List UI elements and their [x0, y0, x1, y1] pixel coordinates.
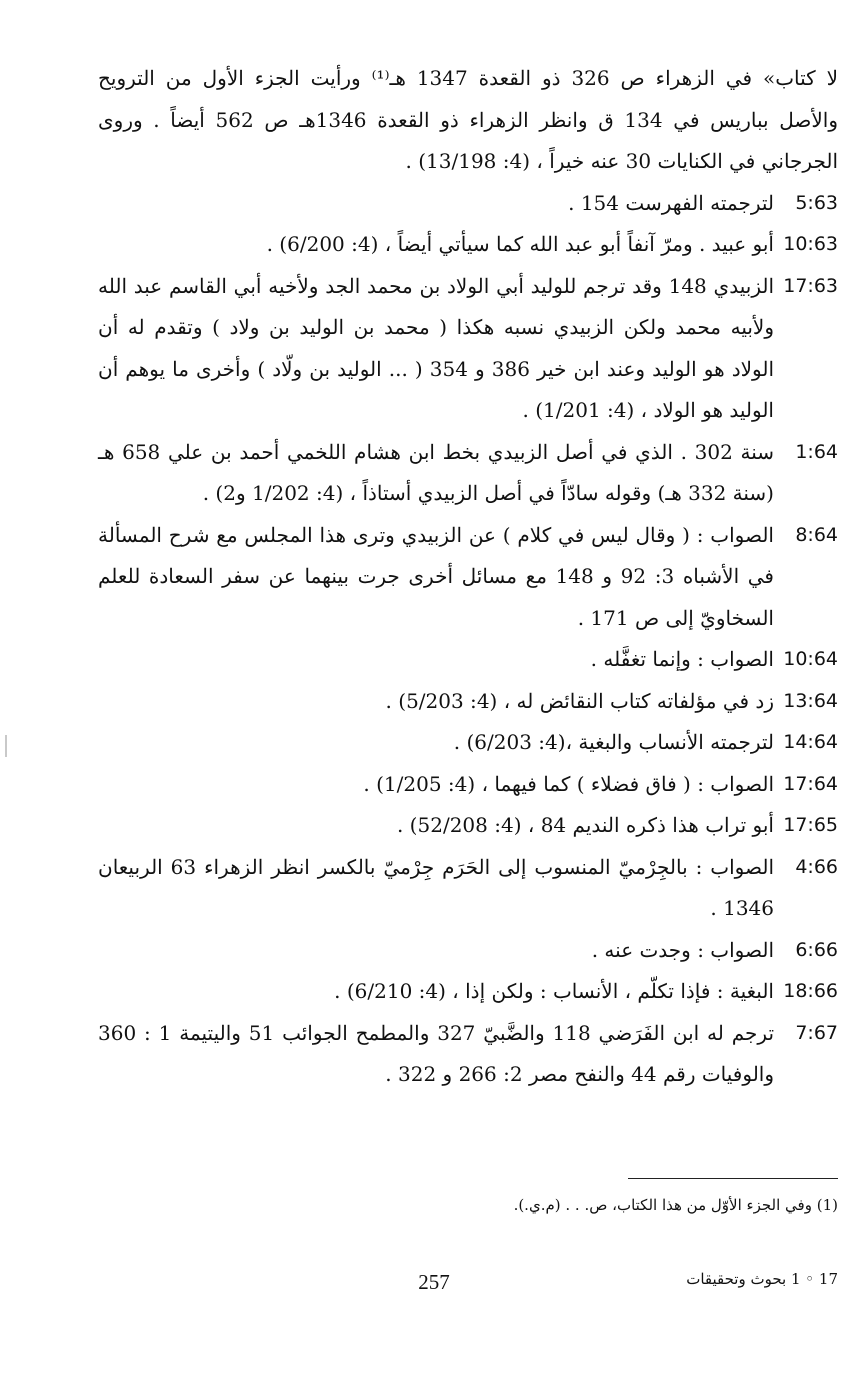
entry-row	[98, 224, 838, 266]
printer-signature: 17 ◦ 1 بحوث وتحقيقات	[686, 1270, 838, 1288]
entry-row	[98, 971, 838, 1013]
margin-mark	[5, 735, 7, 757]
entry-row	[98, 266, 838, 432]
entry-reference: 17:65	[783, 814, 838, 836]
entry-row	[98, 515, 838, 640]
entry-text: الصواب : وجدت عنه .	[591, 937, 774, 962]
entry-text: أبو تراب هذا ذكره النديم 84 ، (4: 52/208) .	[396, 813, 774, 837]
entry-reference: 1:64	[795, 440, 838, 463]
entry-row	[98, 639, 838, 681]
entry-reference: 18:66	[783, 980, 838, 1002]
entry-text: البغية : فإذا تكلّم ، الأنساب : ولكن إذا ، (4: 6/210) .	[334, 979, 774, 1003]
entry-row	[98, 681, 838, 723]
page-body	[98, 58, 838, 1096]
entry-row	[98, 1013, 838, 1096]
entry-row	[98, 930, 838, 972]
entry-row	[98, 805, 838, 847]
entry-reference: 5:63	[795, 191, 838, 214]
footnote: (1) وفي الجزء الأوّل من هذا الكتاب، ص. . . (م.ي.).	[513, 1196, 838, 1214]
entry-text: الصواب : بالجِرْميّ المنسوب إلى الحَرَم جِرْميّ بالكسر انظر الزهراء 63 الربيعان 1346 .	[98, 854, 774, 920]
entry-text: سنة 302 . الذي في أصل الزبيدي بخط ابن هشام اللخمي أحمد بن علي 658 هـ (سنة 332 هـ) وقوله سادّاً في أصل الزبيدي أستاذاً ، (4: 1/202 و2) .	[98, 439, 775, 505]
entry-text: ترجم له ابن الفَرَضي 118 والضَّبيّ 327 والمطمح الجوائب 51 واليتيمة 1 : 360 والوفيات رقم 44 والنفح مصر 2: 266 و 322 .	[98, 1020, 775, 1086]
entry-text: الصواب : وإنما تغفَّله .	[590, 647, 774, 671]
entry-reference: 17:63	[783, 274, 838, 297]
entry-text: لترجمته الأنساب والبغية ،(4: 6/203) .	[453, 730, 774, 754]
entry-text: الصواب : ( فاق فضلاء ) كما فيهما ، (4: 1/205) .	[363, 771, 774, 796]
entry-row	[98, 764, 838, 806]
entry-text: زد في مؤلفاته كتاب النقائض له ، (4: 5/203) .	[385, 688, 774, 713]
entry-reference: 4:66	[795, 855, 838, 878]
entry-row	[98, 847, 838, 930]
entry-row	[98, 183, 838, 225]
entry-reference: 10:64	[783, 648, 838, 670]
entry-text: لترجمته الفهرست 154 .	[568, 190, 774, 215]
entry-reference: 7:67	[795, 1021, 838, 1044]
continued-paragraph: لا كتاب» في الزهراء ص 326 ذو القعدة 1347 هـ⁽¹⁾ ورأيت الجزء الأول من الترويح والأصل بباريس في 134 ق وانظر الزهراء ذو القعدة 1346هـ ص 562 أيضاً . وروى الجرجاني في الكنايات 30 عنه خيراً ، (4: 13/198) .	[98, 66, 838, 173]
entry-reference: 13:64	[783, 689, 838, 712]
entry-row	[98, 722, 838, 764]
entry-reference: 6:66	[795, 938, 838, 961]
entry-row	[98, 432, 838, 515]
entry-reference: 8:64	[795, 523, 838, 546]
entry-text: الصواب : ( وقال ليس في كلام ) عن الزبيدي وترى هذا المجلس مع شرح المسألة في الأشباه 3: 92 و 148 مع مسائل أخرى جرت بينهما عن سفر السعادة للعلم السخاويّ إلى ص 171 .	[98, 522, 774, 630]
footnote-separator	[628, 1178, 838, 1179]
entry-text: أبو عبيد . ومرّ آنفاً أبو عبد الله كما سيأتي أيضاً ، (4: 6/200) .	[266, 232, 774, 256]
entry-reference: 17:64	[783, 772, 838, 795]
entry-text: الزبيدي 148 وقد ترجم للوليد أبي الولاد بن محمد الجد ولأخيه أبي القاسم عبد الله ولأبيه محمد ولكن الزبيدي نسبه هكذا ( محمد بن الوليد بن ولاد ) وتقدم له أن الولاد هو الوليد وعند ابن خير 386 و 354 ( ... الوليد بن ولّاد ) وأخرى ما يوهم أن الوليد هو الولاد ، (4: 1/201) .	[98, 273, 775, 422]
entry-reference: 14:64	[783, 731, 838, 753]
page-number: 257	[418, 1270, 450, 1294]
entry-reference: 10:63	[783, 233, 838, 255]
